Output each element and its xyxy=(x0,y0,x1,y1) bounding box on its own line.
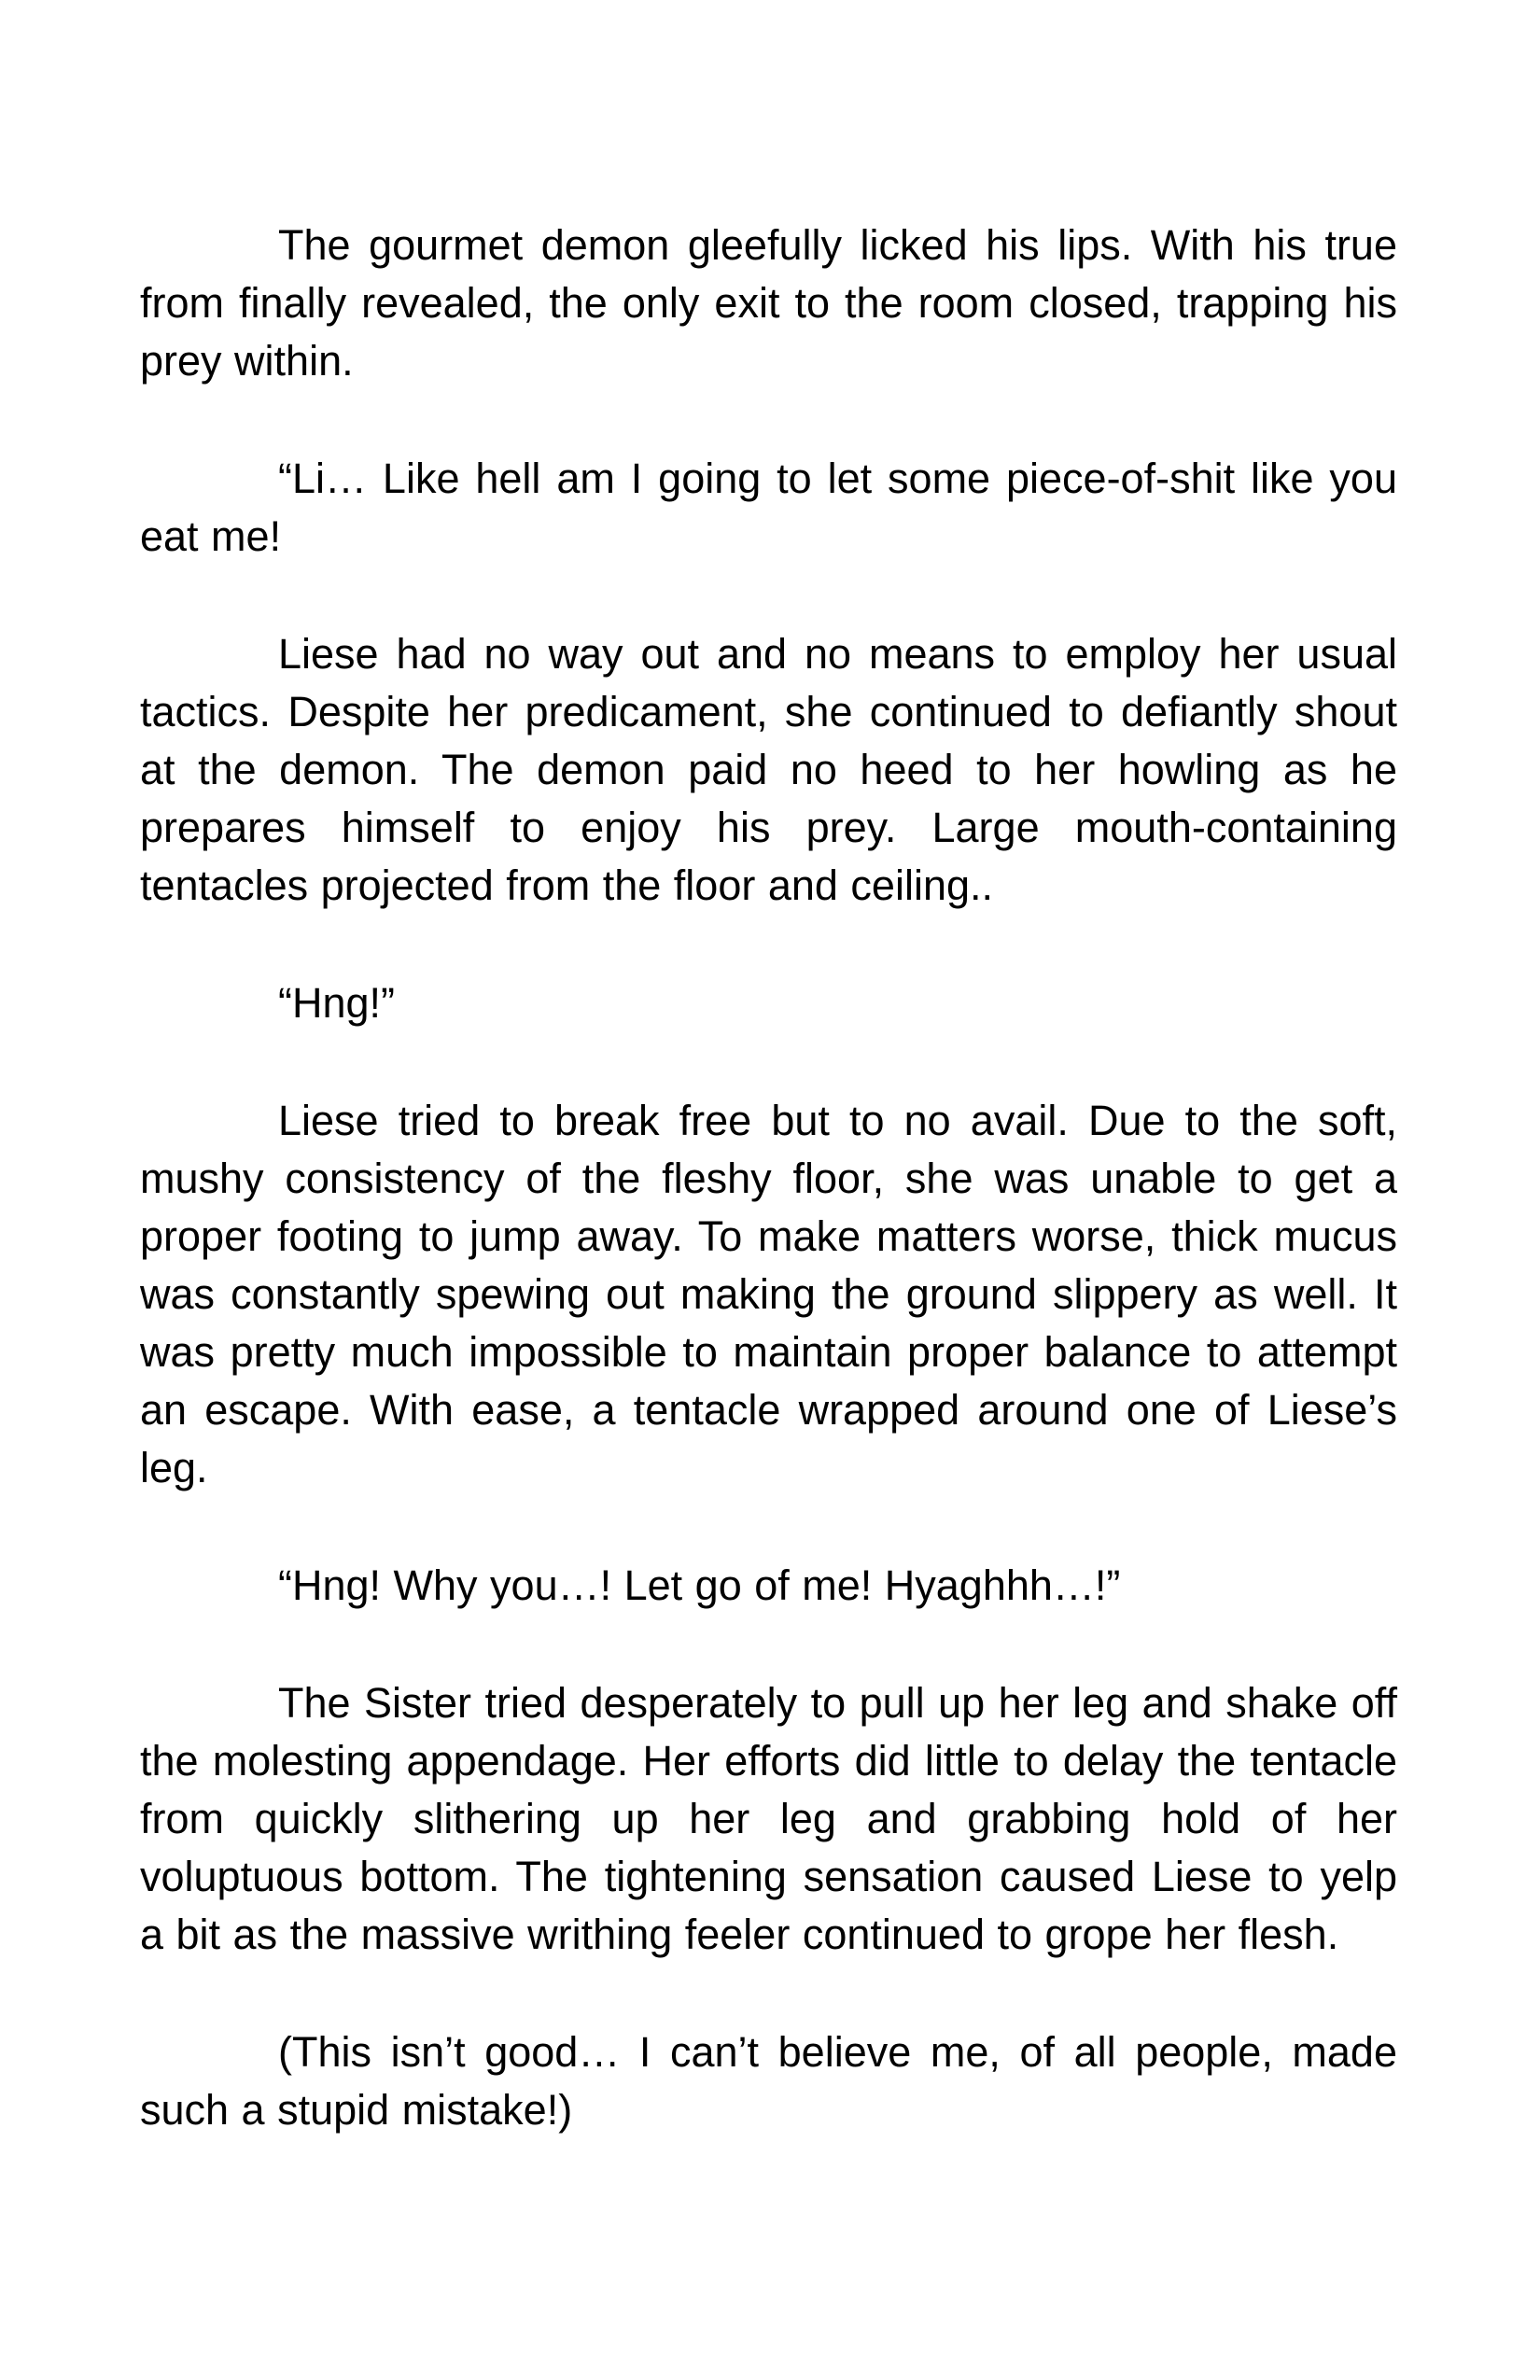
story-paragraph: Liese tried to break free but to no avail. Due to the soft, mushy consistency of the fleshy floor, she was unable to get a proper footing to jump away. To make matters worse, thick mucus was constantly spewing out making the ground slippery as well. It was pretty much impossible to maintain proper balance to attempt an escape. With ease, a tentacle wrapped around one of Liese’s leg. xyxy=(140,1097,1397,1491)
story-paragraph: (This isn’t good… I can’t believe me, of all people, made such a stupid mistake!) xyxy=(140,2028,1397,2134)
story-paragraph: “Hng! Why you…! Let go of me! Hyaghhh…!” xyxy=(278,1561,1121,1609)
story-paragraph: The gourmet demon gleefully licked his lips. With his true from finally revealed, the only exit to the room closed, trapping his prey within. xyxy=(140,221,1397,385)
story-paragraph: “Li… Like hell am I going to let some piece-of-shit like you eat me! xyxy=(140,455,1397,560)
story-paragraph: Liese had no way out and no means to employ her usual tactics. Despite her predicament, she continued to defiantly shout at the demon. The demon paid no heed to her howling as he prepares himself to enjoy his prey. Large mouth-containing tentacles projected from the floor and ceiling.. xyxy=(140,630,1397,909)
story-paragraph: The Sister tried desperately to pull up her leg and shake off the molesting appendage. Her efforts did little to delay the tentacle from quickly slithering up her leg and grabbing hold of her voluptuous bottom. The tightening sensation caused Liese to yelp a bit as the massive writhing feeler continued to grope her flesh. xyxy=(140,1679,1397,1958)
story-paragraph: “Hng!” xyxy=(278,979,396,1027)
